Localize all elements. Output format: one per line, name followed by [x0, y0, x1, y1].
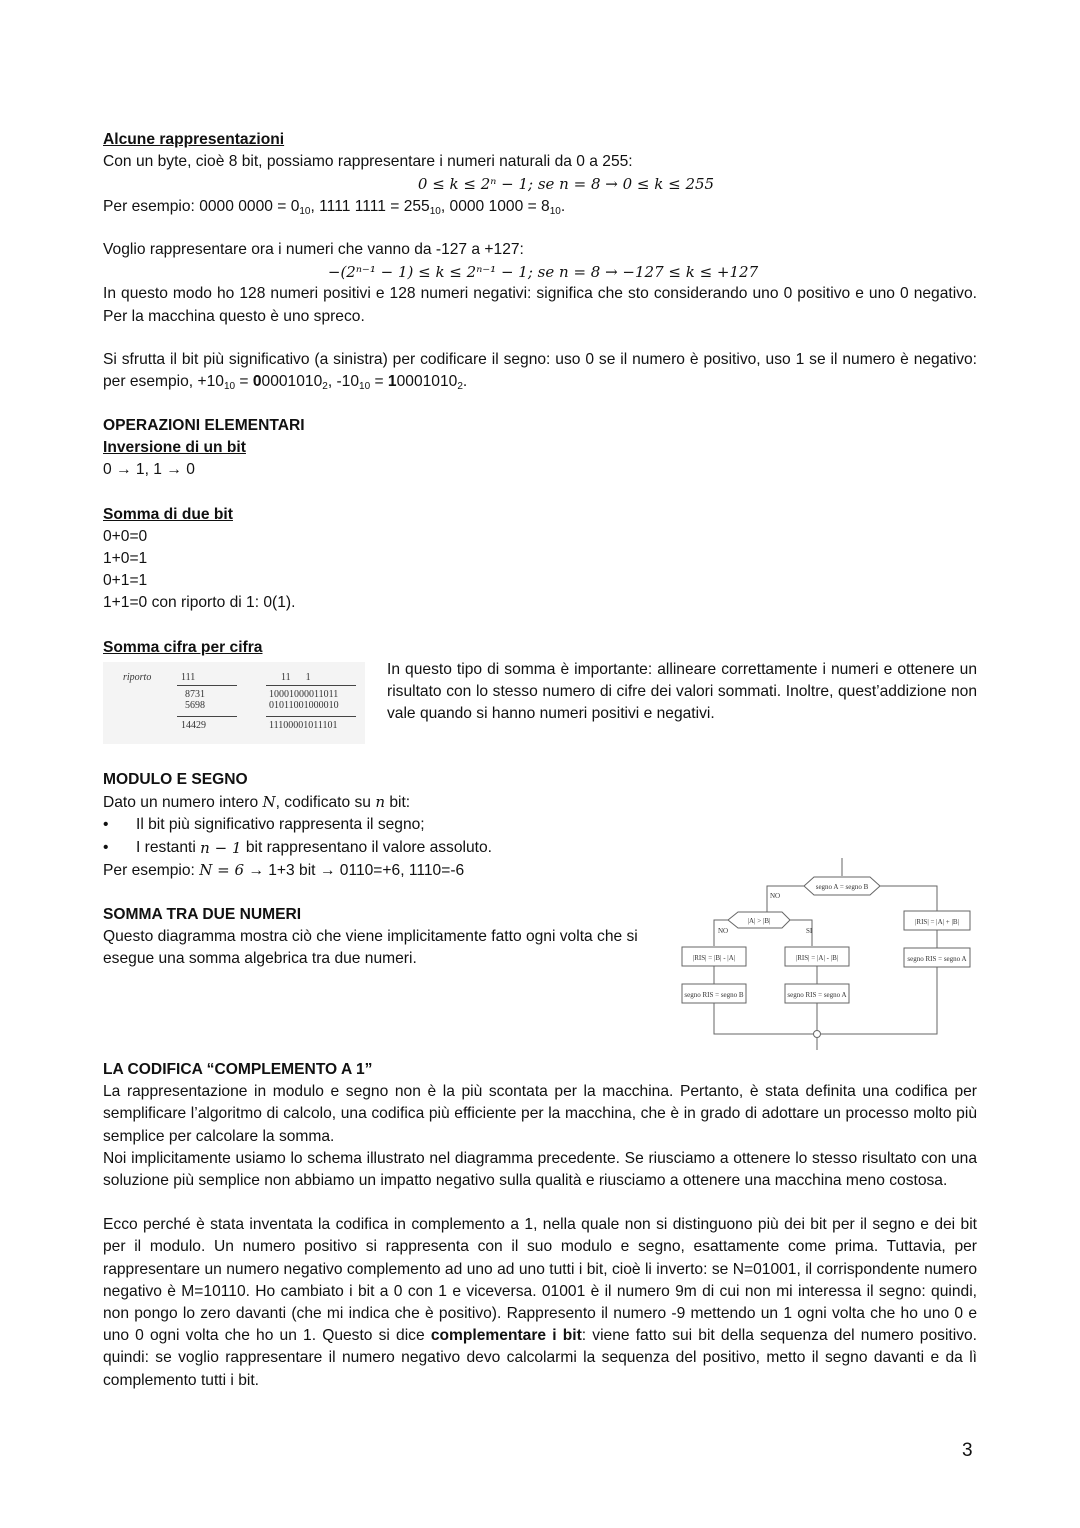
heading-digit-sum: Somma cifra per cifra	[103, 638, 263, 656]
bullet-item: • Il bit più significativo rappresenta il segno;	[103, 816, 425, 834]
formula-natural-range: 0 ≤ k ≤ 2ⁿ − 1; se n = 8 → 0 ≤ k ≤ 255	[417, 175, 715, 194]
svg-text:NO: NO	[770, 892, 781, 900]
heading-sum-two-numbers: SOMMA TRA DUE NUMERI	[103, 906, 302, 923]
decimal-addend-b: 5698	[185, 700, 205, 711]
paragraph: Ecco perché è stata inventata la codifica in complemento a 1, nella quale non si distinguono più dei bit per il segno e dei bit per il modulo. Un numero positivo si rappresenta con il suo modulo e segno, esattamente come prima. Tuttavia, per rappresentare un numero negativo complemento ad uno ad uno tutti i bit, cioè li inverto: se N=01001, il corrispondente numero negativo è M=10110. Ho cambiato i bit a 0 con 1 e viceversa. 01001 è il numero 9m di cui non mi interessa il segno: quindi, non pongo lo zero davanti (che mi indica che è positivo). Rappresento il numero -9 mettendo un 1 ogni volta che ho uno 0 e uno 0 ogni volta che ho un 1. Questo si dice complementare i bit: viene fatto sui bit della sequenza del numero positivo. quindi: se voglio rappresentare il numero negativo devo calcolarmi la sequenza del positivo, metto il segno davanti e da lì complemento tutti i bit.	[103, 1216, 978, 1389]
svg-text:|RIS| = |B| - |A|: |RIS| = |B| - |A|	[692, 954, 736, 962]
svg-text:|RIS| = |A| + |B|: |RIS| = |A| + |B|	[915, 918, 959, 926]
heading-bit-inversion: Inversione di un bit	[103, 439, 246, 457]
heading-representations: Alcune rappresentazioni	[103, 131, 285, 148]
binary-addend-b: 01011001000010	[269, 700, 339, 711]
heading-bit-sum: Somma di due bit	[103, 505, 233, 523]
svg-text:segno RIS = segno A: segno RIS = segno A	[907, 955, 967, 963]
bit-sum-line: 1+1=0 con riporto di 1: 0(1).	[103, 594, 296, 612]
decimal-sum: 14429	[181, 720, 206, 731]
svg-text:|RIS| = |A| - |B|: |RIS| = |A| - |B|	[795, 954, 839, 962]
sign-magnitude-example: Per esempio: N = 6 → 1+3 bit → 0110=+6, 1110=-6	[103, 860, 465, 879]
heading-sign-magnitude: MODULO E SEGNO	[103, 771, 248, 788]
sign-magnitude-intro: Dato un numero intero N, codificato su n bit:	[103, 793, 411, 812]
section-sum-two-numbers	[103, 904, 643, 971]
svg-text:NO: NO	[718, 927, 729, 935]
heading-ones-complement: LA CODIFICA “COMPLEMENTO A 1”	[103, 1061, 373, 1078]
bit-inversion: 0 → 1, 1 → 0	[103, 461, 195, 479]
formula-signed-range: −(2ⁿ⁻¹ − 1) ≤ k ≤ 2ⁿ⁻¹ − 1; se n = 8 → −127 ≤ k ≤ +127	[327, 263, 759, 282]
svg-text:segno RIS = segno B: segno RIS = segno B	[684, 991, 744, 999]
digit-sum-figure	[103, 662, 365, 744]
example-line: Per esempio: 0000 $0000 = 0_{10}$, 1111 $1111 = 255_{10}$, 0000 $1000 = 8_{10}$.	[103, 197, 566, 217]
bullet-item: • I restanti n − 1 bit rappresentano il valore assoluto.	[103, 838, 492, 857]
section-representations	[103, 129, 977, 218]
intro-text: Con un byte, cioè 8 bit, possiamo rappresentare i numeri naturali da 0 a 255:	[103, 153, 633, 171]
carry-label: riporto	[123, 672, 152, 683]
page-number: 3	[962, 1440, 973, 1461]
svg-text:SI: SI	[806, 927, 813, 935]
svg-text:segno A = segno B: segno A = segno B	[815, 883, 869, 891]
paragraph: Noi implicitamente usiamo lo schema illustrato nel diagramma precedente. Se riusciamo a ottenere lo stesso risultato con una soluzione più semplice non abbiamo un impatto negativo sulla qualità e riusciamo a ottenere una macchina meno costosa.	[103, 1149, 977, 1190]
binary-carry: 11 1	[281, 672, 311, 683]
sum-two-numbers-text: Questo diagramma mostra ciò che viene implicitamente fatto ogni volta che si esegue una somma algebrica tra due numeri.	[103, 928, 638, 968]
paragraph: La rappresentazione in modulo e segno non è la più scontata per la macchina. Pertanto, è stata definita una codifica per semplificare l’algoritmo di calcolo, una codifica più efficiente per la macchina, che è in grado di adottare un processo molto più semplice per calcolare la somma.	[103, 1083, 977, 1145]
svg-text:segno RIS = segno A: segno RIS = segno A	[787, 991, 847, 999]
decimal-carry: 111	[181, 672, 196, 683]
signed-intro: Voglio rappresentare ora i numeri che vanno da -127 a +127:	[103, 241, 524, 258]
digit-sum-text: In questo tipo di somma è importante: allineare correttamente i numeri e ottenere un risultato con lo stesso numero di cifre dei valori sommati. Inoltre, quest’addizione non vale quando si hanno numeri positivi e negativi.	[387, 661, 977, 723]
section-ones-complement	[103, 1059, 977, 1392]
decimal-addend-a: 8731	[185, 689, 205, 700]
svg-text:|A| > |B|: |A| > |B|	[747, 917, 771, 925]
section-operations	[103, 415, 977, 659]
binary-sum: 11100001011101	[269, 720, 338, 731]
sum-flowchart	[672, 856, 977, 1052]
bit-sum-line: 0+0=0	[103, 527, 148, 545]
bit-sum-line: 1+0=1	[103, 550, 148, 568]
bit-sum-line: 0+1=1	[103, 572, 148, 590]
heading-operations: OPERAZIONI ELEMENTARI	[103, 417, 305, 434]
binary-addend-a: 10001000011011	[269, 689, 339, 700]
section-signed	[103, 239, 977, 328]
signed-paragraph: In questo modo ho 128 numeri positivi e 128 numeri negativi: significa che sto considerando uno 0 positivo e uno 0 negativo. Per la macchina questo è uno spreco.	[103, 285, 977, 325]
sign-bit-paragraph: Si sfrutta il bit più significativo (a sinistra) per codificare il segno: uso 0 se il numero è positivo, uso 1 se il numero è negativo: per esempio, $+10_{10} = 00001010_2$, $-10_{10} = 10001010_2$.	[103, 351, 977, 393]
